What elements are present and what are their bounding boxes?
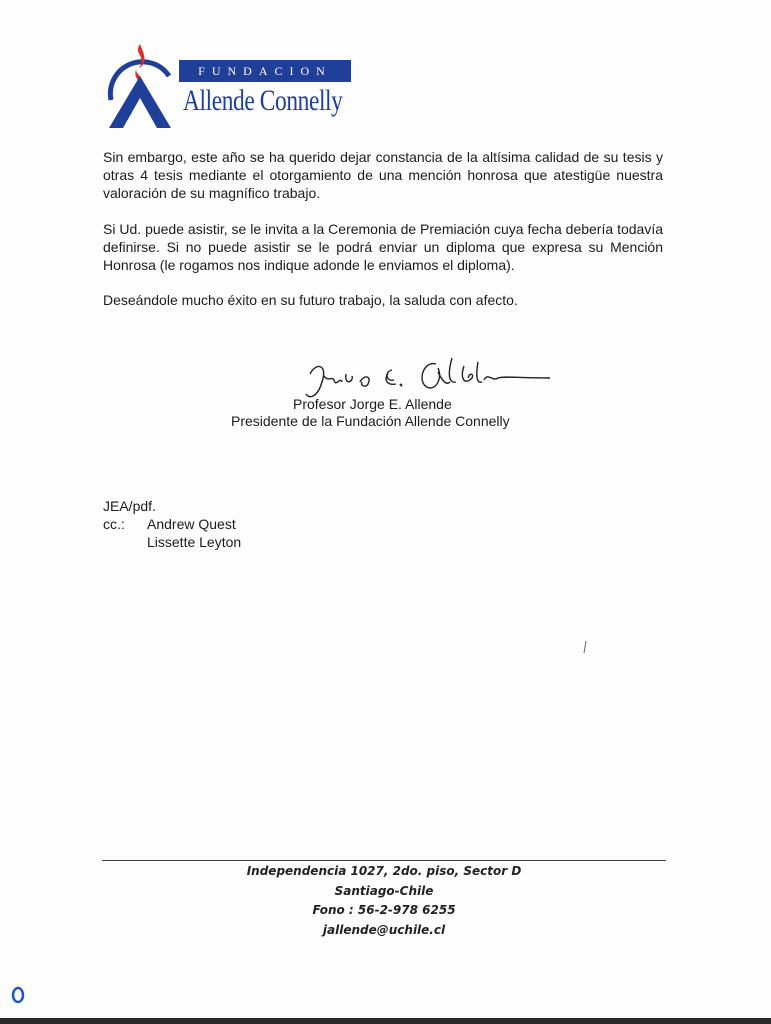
paragraph-ceremony: Si Ud. puede asistir, se le invita a la Ceremonia de Premiación cuya fecha debería todavía definirse. Si no puede asistir se le podrá enviar un diploma que expresa su Mención Honrosa (le rogamos nos indique adonde le enviamos el diploma). (103, 221, 663, 273)
signatory-title: Presidente de la Fundación Allende Connelly (231, 413, 510, 429)
paragraph-closing: Deseándole mucho éxito en su futuro trabajo, la saluda con afecto. (103, 292, 518, 308)
cc-recipient: Lissette Leyton (147, 534, 242, 550)
footer-city: Santiago-Chile (334, 883, 434, 898)
flame-a-emblem-icon (103, 40, 177, 132)
reference-block (103, 497, 241, 551)
footer-phone: Fono : 56-2-978 6255 (312, 903, 456, 917)
foundation-logo (103, 40, 363, 132)
footer-address: Independencia 1027, 2do. piso, Sector D (246, 864, 522, 878)
cc-row (103, 515, 241, 551)
footer-divider (102, 860, 666, 861)
scan-edge (0, 1018, 771, 1024)
logo-fundacion-bar: FUNDACION (179, 60, 351, 82)
footer-email: jallende@uchile.cl (322, 922, 446, 937)
signatory-name: Profesor Jorge E. Allende (293, 396, 452, 412)
cc-label: cc.: (103, 516, 125, 532)
cc-recipients (147, 515, 241, 551)
cc-recipient: Andrew Quest (147, 516, 236, 532)
paragraph-recognition: Sin embargo, este año se ha querido dejar constancia de la altísima calidad de su tesis y otras 4 tesis mediante el otorgamiento de una mención honrosa que atestigüe nuestra valoración de su magnífico trabajo. (103, 149, 663, 201)
scan-speck (583, 640, 587, 654)
logo-wordmark: Allende Connelly (183, 84, 343, 117)
scanner-mark-icon (11, 985, 25, 1005)
footer-contact (102, 862, 666, 940)
reference-initials: JEA/pdf. (103, 498, 156, 514)
